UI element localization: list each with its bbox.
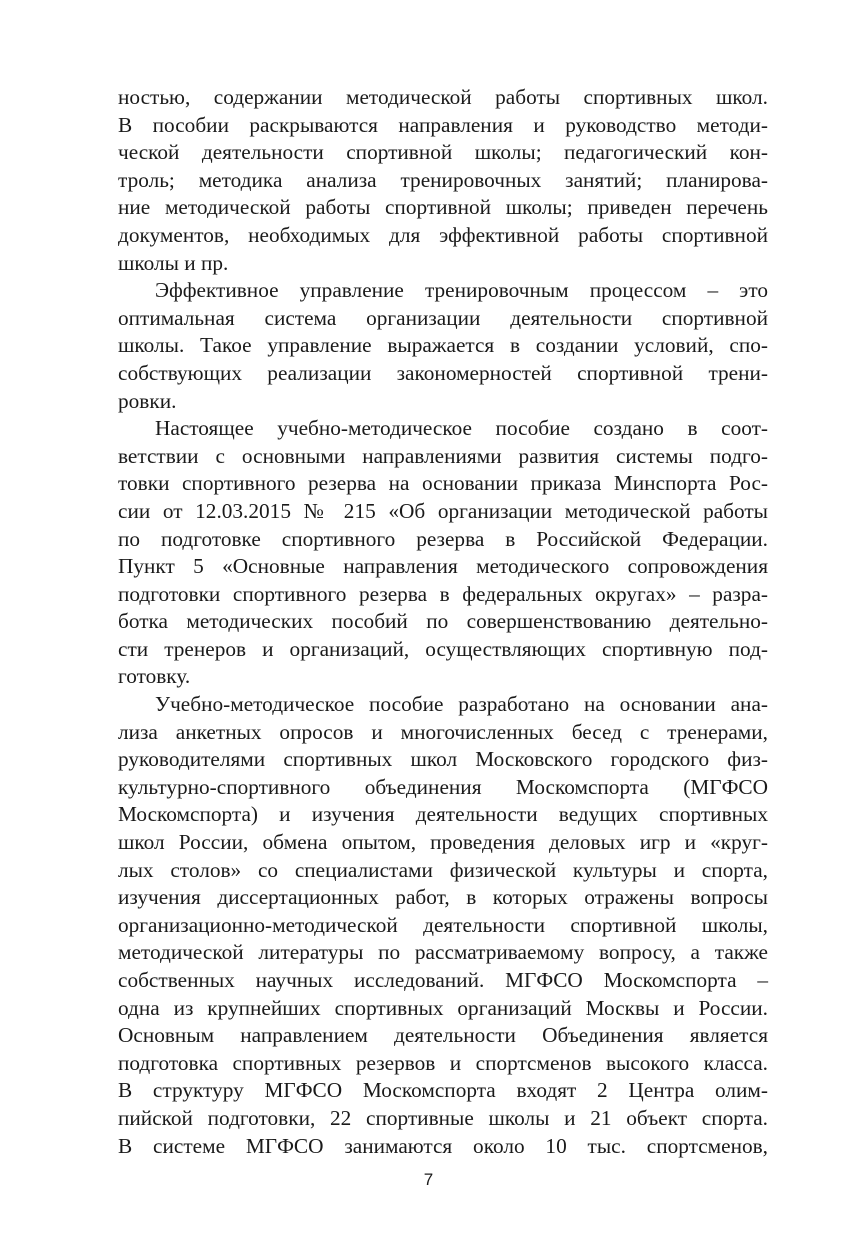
- text-line: одна из крупнейших спортивных организаций Москвы и России.: [118, 995, 768, 1020]
- text-line: Пункт 5 «Основные направления методического сопровождения: [118, 554, 768, 579]
- text-line: ветствии с основными направлениями развития системы подго-: [118, 443, 768, 468]
- text-line: руководителями спортивных школ Московского городского физ-: [118, 747, 768, 772]
- text-line: методической литературы по рассматриваемому вопросу, а также: [118, 940, 768, 965]
- text-line: собствующих реализации закономерностей спортивной трени-: [118, 360, 768, 385]
- text-line: документов, необходимых для эффективной работы спортивной: [118, 222, 768, 247]
- page-number: 7: [423, 1170, 434, 1189]
- text-line: лых столов» со специалистами физической культуры и спорта,: [118, 857, 768, 882]
- text-line: ческой деятельности спортивной школы; педагогический кон-: [118, 140, 768, 165]
- text-line: лиза анкетных опросов и многочисленных бесед с тренерами,: [118, 719, 768, 744]
- text-line: школ России, обмена опытом, проведения деловых игр и «круг-: [118, 830, 768, 855]
- text-line: организационно-методической деятельности спортивной школы,: [118, 912, 768, 937]
- text-line: готовку.: [118, 664, 191, 689]
- text-line: школы. Такое управление выражается в создании условий, спо-: [118, 333, 768, 358]
- text-line: В структуру МГФСО Москомспорта входят 2 Центра олим-: [118, 1078, 768, 1103]
- text-line: В пособии раскрываются направления и руководство методи-: [118, 112, 768, 137]
- text-line: ностью, содержании методической работы спортивных школ.: [118, 85, 768, 109]
- text-line: сти тренеров и организаций, осуществляющих спортивную под-: [118, 636, 768, 661]
- text-line: школы и пр.: [118, 250, 229, 275]
- paragraph-4: [118, 691, 768, 1160]
- text-line: товки спортивного резерва на основании приказа Минспорта Рос-: [118, 471, 768, 496]
- text-line: культурно-спортивного объединения Москомспорта (МГФСО: [118, 774, 768, 799]
- text-line: Эффективное управление тренировочным процессом – это: [155, 278, 768, 303]
- text-line: троль; методика анализа тренировочных занятий; планирова-: [118, 167, 768, 192]
- text-line: Основным направлением деятельности Объединения является: [118, 1023, 768, 1048]
- text-line: Москомспорта) и изучения деятельности ведущих спортивных: [118, 802, 768, 827]
- text-line: по подготовке спортивного резерва в Российской Федерации.: [118, 526, 768, 551]
- page-body: [118, 84, 768, 1160]
- text-line: сии от 12.03.2015 № 215 «Об организации методической работы: [118, 498, 768, 523]
- text-line: подготовки спортивного резерва в федеральных округах» – разра-: [118, 581, 768, 606]
- text-line: собственных научных исследований. МГФСО Москомспорта –: [118, 968, 768, 992]
- text-line: ботка методических пособий по совершенствованию деятельно-: [118, 609, 768, 634]
- text-line: оптимальная система организации деятельности спортивной: [118, 305, 768, 330]
- text-line: подготовка спортивных резервов и спортсменов высокого класса.: [118, 1050, 768, 1075]
- text-line: Настоящее учебно-методическое пособие создано в соот-: [155, 416, 768, 441]
- text-line: В системе МГФСО занимаются около 10 тыс. спортсменов,: [118, 1133, 768, 1158]
- text-line: ровки.: [118, 388, 177, 413]
- text-line: пийской подготовки, 22 спортивные школы и 21 объект спорта.: [118, 1105, 768, 1130]
- paragraph-3: [118, 415, 768, 691]
- text-line: ние методической работы спортивной школы; приведен перечень: [118, 195, 768, 220]
- text-line: Учебно-методическое пособие разработано на основании ана-: [155, 692, 768, 717]
- paragraph-2: [118, 277, 768, 415]
- text-line: изучения диссертационных работ, в которых отражены вопросы: [118, 885, 768, 910]
- paragraph-1: [118, 84, 768, 277]
